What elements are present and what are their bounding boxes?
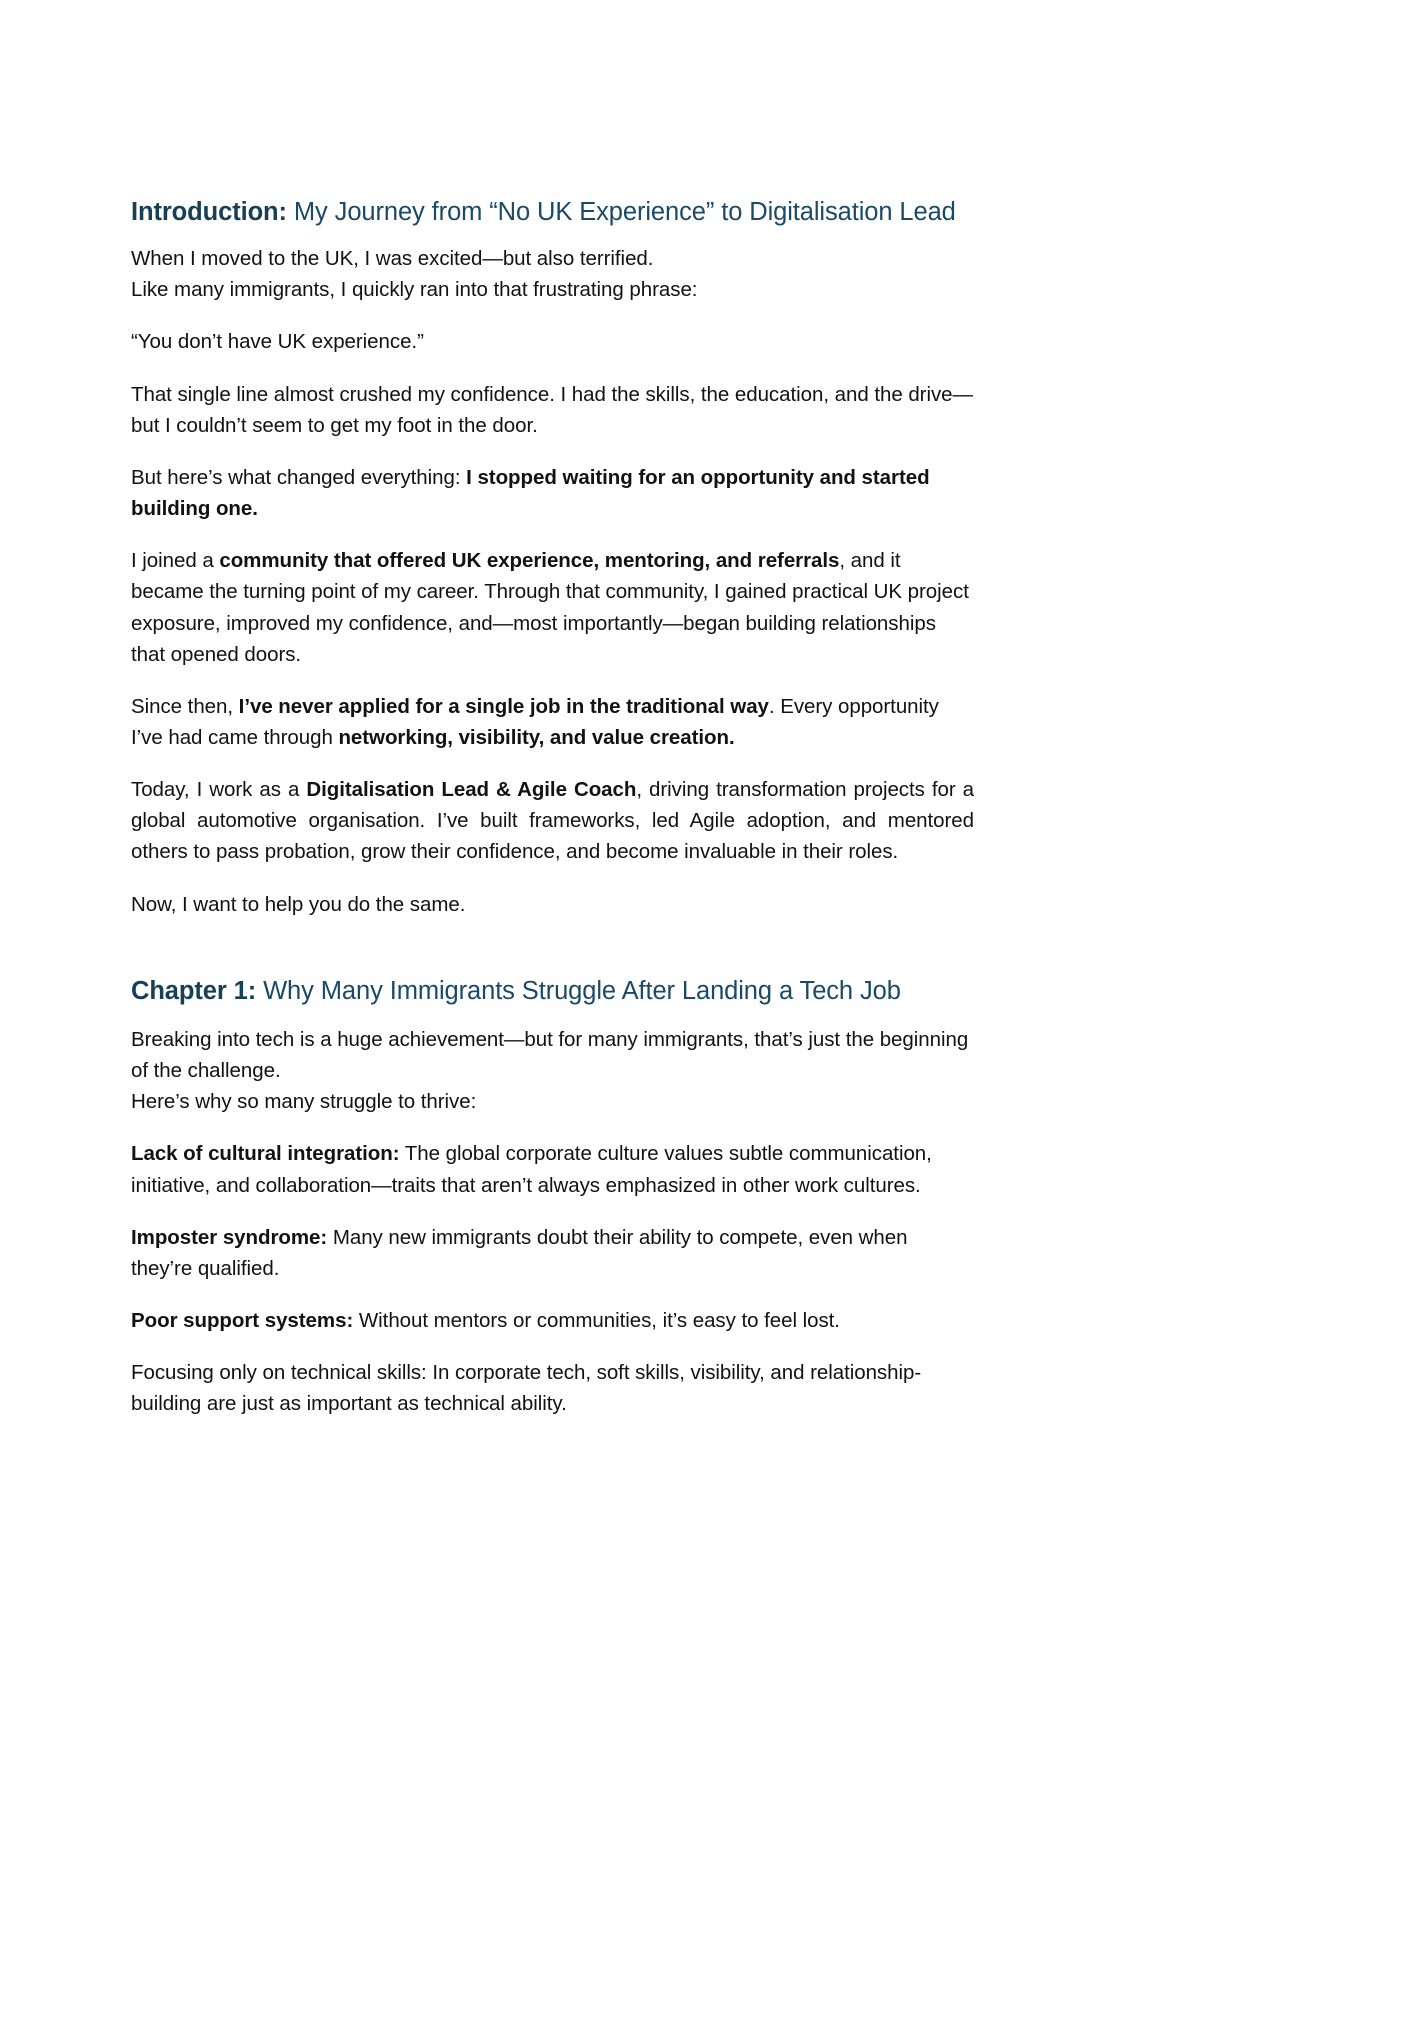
chapter-1-heading-lead: Chapter 1: bbox=[131, 976, 257, 1005]
text-run: Here’s why so many struggle to thrive: bbox=[131, 1090, 477, 1114]
text-run: Since then, bbox=[131, 694, 239, 718]
text-run: , driving transformation projects for a global automotive organisation. I’ve built frameworks, led Agile adoption, and mentored others to pass probation, grow their confidence, and become invaluable in their roles. bbox=[131, 778, 975, 864]
paragraph-intro-8 bbox=[131, 889, 974, 920]
text-run: I joined a bbox=[131, 549, 220, 573]
text-run: But here’s what changed everything: bbox=[131, 465, 467, 489]
text-run-bold: Poor support systems: bbox=[131, 1309, 354, 1333]
text-run: Many new immigrants doubt their ability to compete, even when they’re qualified. bbox=[131, 1225, 908, 1280]
section-spacer bbox=[131, 941, 974, 975]
text-run: The global corporate culture values subtle communication, initiative, and collaboration—traits that aren’t always emphasized in other work cultures. bbox=[131, 1142, 932, 1197]
text-run: When I moved to the UK, I was excited—but also terrified. bbox=[131, 247, 654, 271]
text-run: Today, I work as a bbox=[131, 778, 307, 802]
introduction-heading bbox=[131, 196, 974, 229]
text-run-bold: community that offered UK experience, mentoring, and referrals bbox=[219, 549, 840, 573]
text-run: Without mentors or communities, it’s easy to feel lost. bbox=[353, 1309, 840, 1333]
paragraph-intro-5 bbox=[131, 545, 974, 670]
paragraph-ch1-2 bbox=[131, 1138, 974, 1200]
document-body bbox=[131, 196, 974, 1441]
paragraph-intro-7 bbox=[131, 774, 974, 867]
paragraph-intro-6 bbox=[131, 691, 974, 753]
text-run-bold: I stopped waiting for an opportunity and started building one. bbox=[131, 465, 930, 521]
paragraph-ch1-4 bbox=[131, 1305, 974, 1336]
introduction-heading-lead: Introduction: bbox=[131, 198, 287, 226]
paragraph-ch1-3 bbox=[131, 1222, 974, 1284]
text-run-bold: Digitalisation Lead & Agile Coach bbox=[306, 778, 637, 802]
text-run-bold: Lack of cultural integration: bbox=[131, 1142, 400, 1166]
paragraph-intro-4 bbox=[131, 462, 974, 524]
paragraph-intro-2 bbox=[131, 326, 974, 357]
paragraph-ch1-5 bbox=[131, 1357, 974, 1419]
text-run: That single line almost crushed my confidence. I had the skills, the education, and the drive—but I couldn’t seem to get my foot in the door. bbox=[131, 382, 973, 437]
text-run-bold: networking, visibility, and value creation. bbox=[338, 726, 735, 750]
text-run: “You don’t have UK experience.” bbox=[131, 330, 424, 354]
paragraph-intro-1 bbox=[131, 243, 974, 305]
text-run: Like many immigrants, I quickly ran into that frustrating phrase: bbox=[131, 278, 698, 302]
text-run: . Every opportunity I’ve had came through bbox=[131, 694, 939, 750]
paragraph-intro-3 bbox=[131, 379, 974, 441]
section-introduction bbox=[131, 196, 974, 920]
section-chapter-1 bbox=[131, 975, 974, 1420]
introduction-heading-rest: My Journey from “No UK Experience” to Digitalisation Lead bbox=[286, 198, 956, 226]
text-run: Breaking into tech is a huge achievement—but for many immigrants, that’s just the beginning of the challenge. bbox=[131, 1027, 969, 1083]
text-run-bold: I’ve never applied for a single job in the traditional way bbox=[238, 694, 769, 718]
text-run-bold: Imposter syndrome: bbox=[131, 1225, 328, 1249]
chapter-1-heading-rest: Why Many Immigrants Struggle After Landing a Tech Job bbox=[256, 976, 901, 1005]
text-run: Focusing only on technical skills: In corporate tech, soft skills, visibility, and relationship-building are just as important as technical ability. bbox=[131, 1361, 922, 1416]
text-run: , and it became the turning point of my career. Through that community, I gained practical UK project exposure, improved my confidence, and—most importantly—began building relationships that opened doors. bbox=[131, 549, 969, 666]
paragraph-ch1-1 bbox=[131, 1024, 974, 1117]
text-run: Now, I want to help you do the same. bbox=[131, 892, 466, 916]
chapter-1-heading bbox=[131, 975, 974, 1008]
